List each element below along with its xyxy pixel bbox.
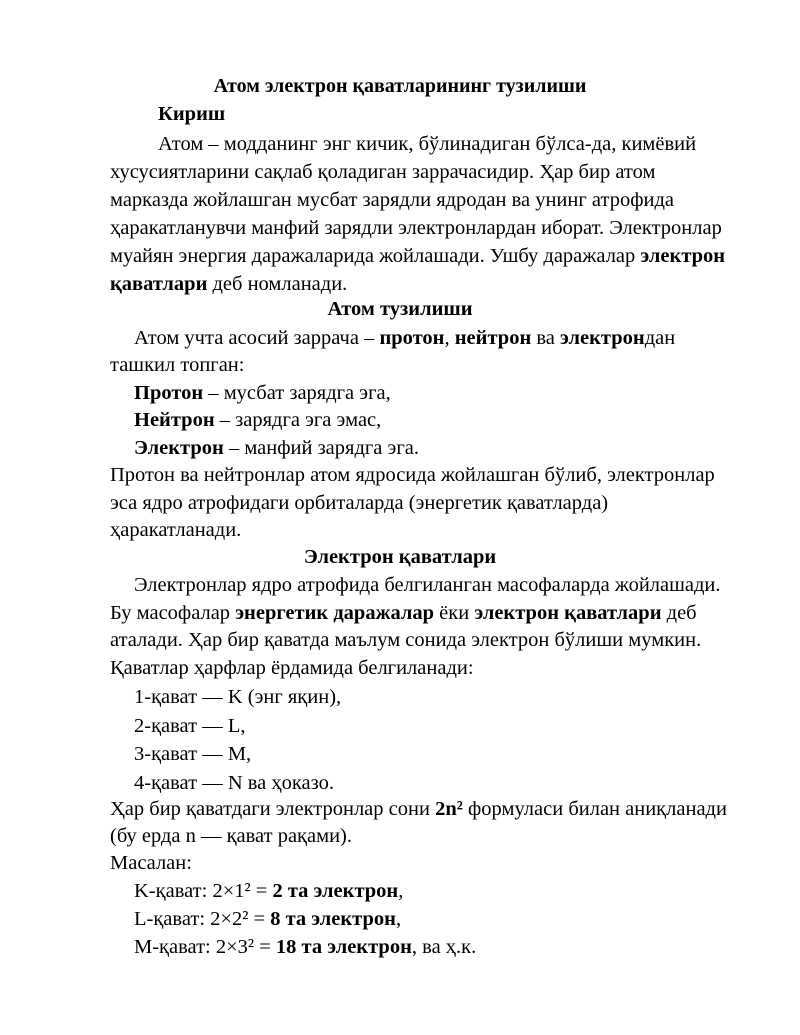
structure-line-2: ташкил топган: [110, 354, 245, 376]
structure-para-2: эса ядро атрофидаги орбиталарда (энергетик қаватларда) [110, 492, 609, 514]
shells-line-3: аталади. Ҳар бир қаватда маълум сонида электрон бўлиши мумкин. [110, 629, 702, 651]
proton-item: Протон – мусбат зарядга эга, [134, 382, 391, 404]
shells-heading: Электрон қаватлари [303, 546, 497, 568]
formula-line-2: (бу ерда n — қават рақами). [110, 825, 353, 847]
example-m: M-қават: 2×3² = 18 та электрон, ва ҳ.к. [134, 936, 477, 958]
intro-line-2: хусусиятларини сақлаб қоладиган заррачасидир. Ҳар бир атом [110, 161, 656, 183]
intro-heading: Кириш [158, 103, 226, 125]
neutron-item: Нейтрон – зарядга эга эмас, [134, 409, 382, 431]
intro-line-4: ҳаракатланувчи манфий зарядли электронлардан иборат. Электронлар [110, 217, 722, 239]
document-title: Атом электрон қаватларининг тузилиши [213, 75, 587, 97]
intro-line-6: қаватлари деб номланади. [110, 273, 348, 295]
intro-line-3: марказда жойлашган мусбат зарядли ядродан ва унинг атрофида [110, 189, 674, 211]
shells-line-4: Қаватлар ҳарфлар ёрдамида белгиланади: [110, 657, 474, 679]
intro-line-5: муайян энергия даражаларида жойлашади. Ушбу даражалар электрон [110, 245, 726, 267]
structure-para-3: ҳаракатланади. [110, 519, 242, 541]
formula-line-1: Ҳар бир қаватдаги электронлар сони 2n² формуласи билан аниқланади [110, 798, 727, 820]
example-label: Масалан: [110, 852, 192, 874]
electron-item: Электрон – манфий зарядга эга. [134, 437, 419, 459]
shell-item-k: 1-қават — K (энг яқин), [134, 686, 342, 708]
structure-para-1: Протон ва нейтронлар атом ядросида жойлашган бўлиб, электронлар [110, 464, 715, 486]
structure-heading: Атом тузилиши [327, 298, 473, 320]
shells-line-1: Электронлар ядро атрофида белгиланган масофаларда жойлашади. [134, 574, 721, 596]
shell-item-n: 4-қават — N ва ҳоказо. [134, 772, 334, 794]
shells-line-2: Бу масофалар энергетик даражалар ёки электрон қаватлари деб [110, 602, 697, 624]
intro-line-1: Атом – модданинг энг кичик, бўлинадиган бўлса-да, кимёвий [158, 133, 697, 155]
structure-line-1: Атом учта асосий заррача – протон, нейтрон ва электрондан [134, 327, 676, 349]
example-k: K-қават: 2×1² = 2 та электрон, [134, 880, 404, 902]
example-l: L-қават: 2×2² = 8 та электрон, [134, 908, 402, 930]
shell-item-l: 2-қават — L, [134, 715, 246, 737]
shell-item-m: 3-қават — M, [134, 743, 252, 765]
